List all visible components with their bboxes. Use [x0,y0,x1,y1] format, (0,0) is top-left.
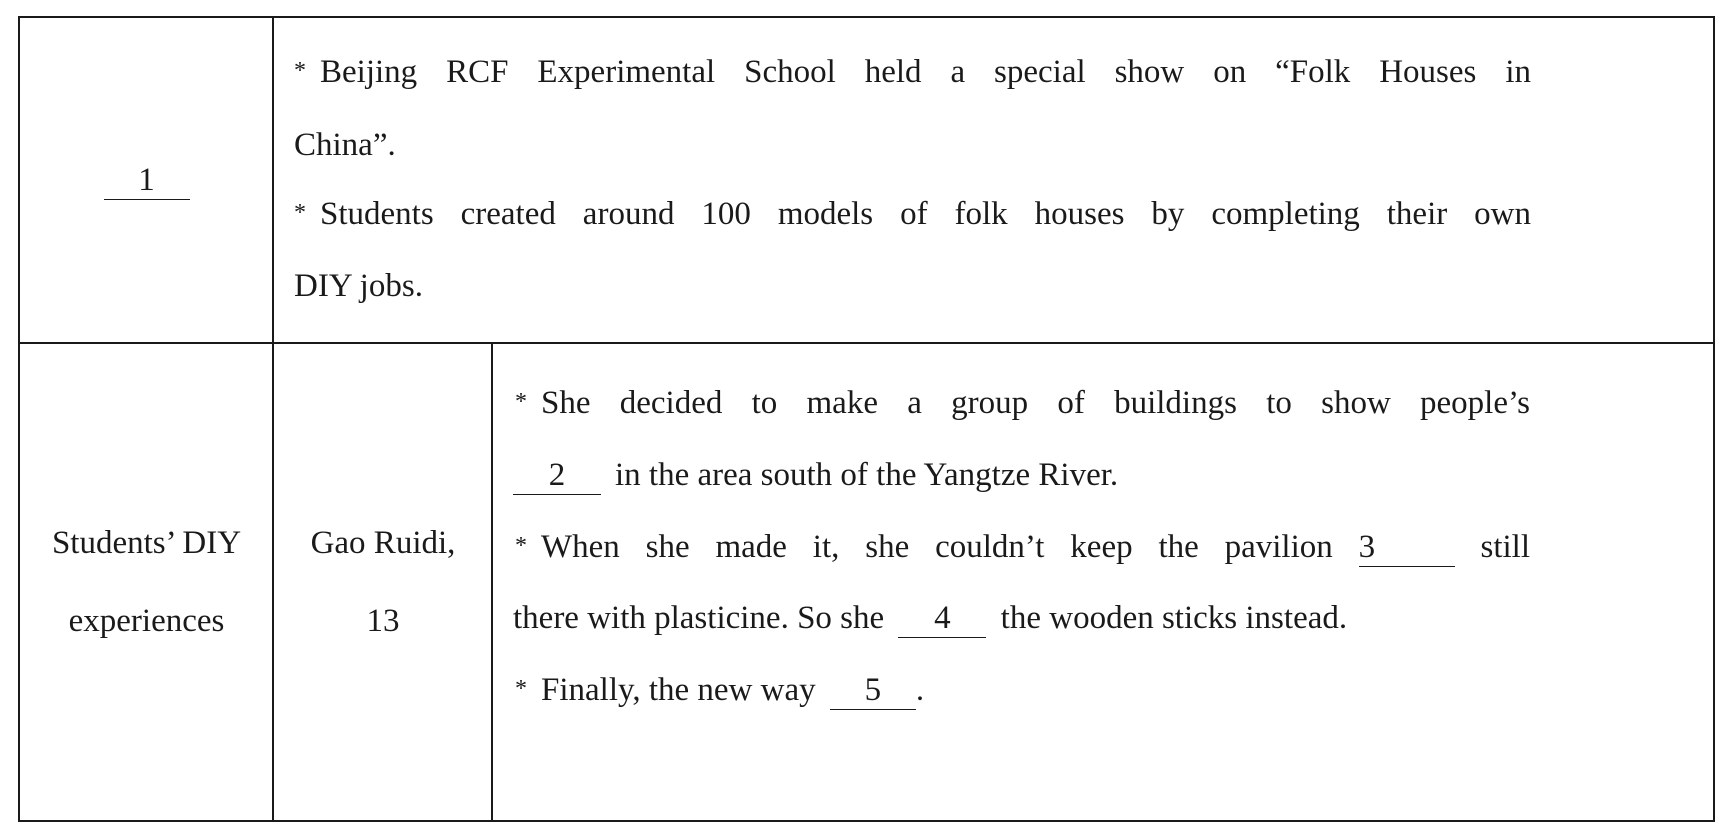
row2-student-cell [274,343,492,820]
blank-1[interactable]: 1 [104,161,190,200]
blank-4[interactable]: 4 [898,599,986,638]
row1-bullet1-line2: China”. [294,127,396,163]
asterisk-icon: * [515,389,527,415]
row2-category-cell [20,343,273,820]
row2-bullet1-line1: * She decided to make a group of buildings to show people’s [515,385,1530,421]
student-name: Gao Ruidi, [310,524,456,561]
row1-label-cell [20,18,273,343]
category-line1: Students’ DIY [51,524,242,561]
asterisk-icon: * [515,533,527,559]
category-line2: experiences [68,602,225,639]
row1-bullet2-line2: DIY jobs. [294,268,423,304]
row2-details-cell [493,343,1713,820]
asterisk-icon: * [515,676,527,702]
blank-5[interactable]: 5 [830,671,916,710]
row2-bullet2-line1: * When she made it, she couldn’t keep the pavilion 3 still [515,529,1531,565]
asterisk-icon: * [294,200,306,226]
row2-bullet2-line2: there with plasticine. So she 4 the wooden sticks instead. [513,600,1348,636]
exercise-table [18,16,1715,822]
row1-bullet2-line1: * Students created around 100 models of folk houses by completing their own [294,196,1531,232]
asterisk-icon: * [294,58,306,84]
row1-bullet1-line1: * Beijing RCF Experimental School held a special show on “Folk Houses in [294,54,1531,90]
row2-bullet1-line2: 2 in the area south of the Yangtze River. [513,456,1118,495]
student-age: 13 [366,602,400,639]
blank-2[interactable]: 2 [513,456,601,495]
blank-3[interactable]: 3 [1359,528,1455,567]
row1-content-cell [274,18,1713,342]
row2-bullet3: * Finally, the new way 5 . [515,672,925,708]
